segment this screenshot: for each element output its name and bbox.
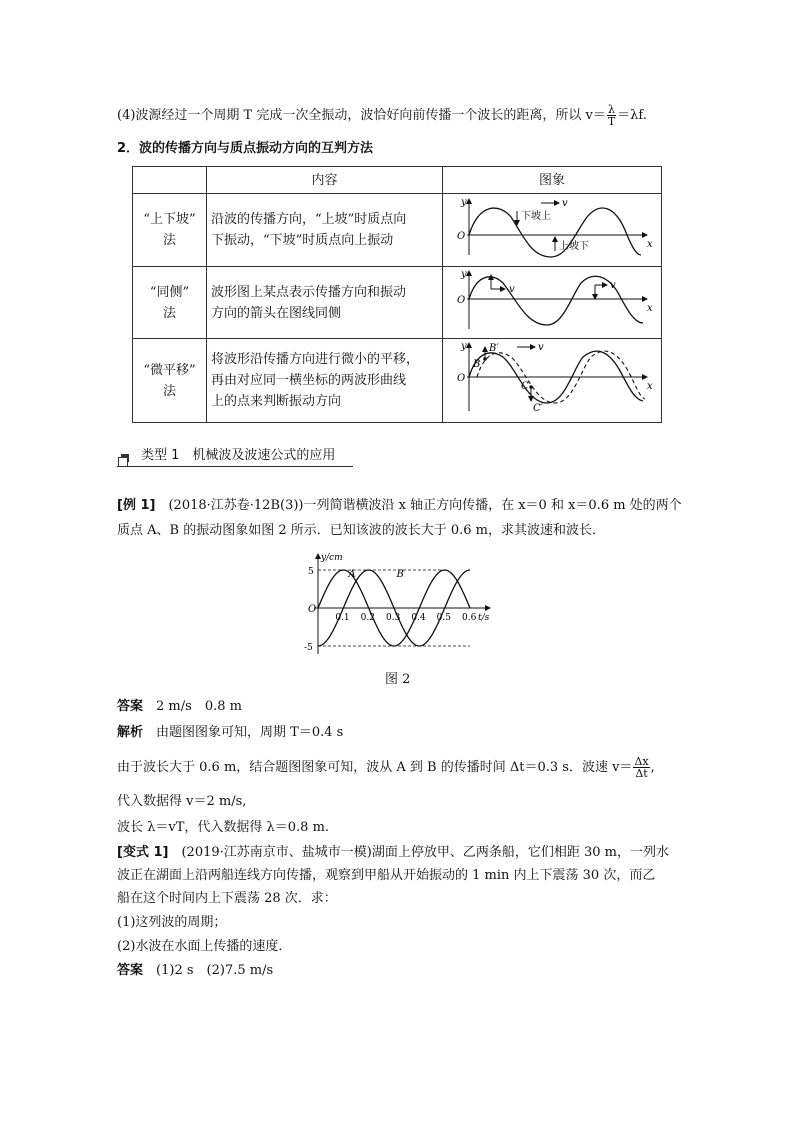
method-figure [443, 194, 662, 267]
svg-text:y: y [461, 341, 467, 352]
method-table [132, 166, 662, 423]
method-figure [443, 339, 662, 423]
x-tick-label: 0.5 [436, 613, 451, 623]
x-tick-label: 0.6 [462, 613, 477, 623]
x-tick-label: 0.4 [411, 613, 426, 623]
svg-text:x: x [647, 381, 653, 392]
table-row [133, 339, 662, 423]
method-name: “微平移” 法 [133, 339, 207, 423]
svg-text:上坡下: 上坡下 [559, 240, 589, 252]
variant-1-answer: 答案 (1)2 s (2)7.5 m/s [117, 963, 274, 978]
analysis-line-4: 波长 λ＝vT，代入数据得 λ＝0.8 m. [117, 820, 330, 835]
analysis-line-3: 代入数据得 v＝2 m/s, [117, 794, 247, 809]
table-header-row [133, 167, 662, 194]
same-side-diagram [447, 267, 655, 331]
series-a-label: A [348, 569, 356, 580]
table-header-figure: 图象 [443, 167, 662, 194]
table-row [133, 267, 662, 339]
section-2-title: 2．波的传播方向与质点振动方向的互判方法 [117, 141, 374, 156]
vibration-chart [300, 550, 500, 660]
speed-fraction: $\frac{\Delta x}{\Delta t}$ [634, 755, 649, 780]
v-fraction: $\frac{\lambda}{T}$ [607, 103, 616, 128]
variant-1-question-1: (1)这列波的周期； [117, 915, 227, 930]
y-tick-label: -5 [304, 643, 313, 653]
origin-label: O [308, 604, 317, 615]
y-axis-label: y/cm [321, 553, 343, 563]
svg-text:B′: B′ [489, 343, 499, 354]
svg-text:O: O [457, 295, 466, 306]
uphill-downhill-diagram [447, 195, 655, 259]
svg-text:v: v [509, 284, 515, 295]
method-content: 波形图上某点表示传播方向和振动 方向的箭头在图线同侧 [207, 267, 443, 339]
method-name: “同侧” 法 [133, 267, 207, 339]
answer-1: 答案 2 m/s 0.8 m [117, 699, 242, 714]
svg-text:O: O [457, 373, 466, 384]
svg-text:y: y [461, 269, 467, 280]
method-content: 将波形沿传播方向进行微小的平移， 再由对应同一横坐标的两波形曲线 上的点来判断振动方向 [207, 339, 443, 423]
svg-text:y: y [461, 196, 467, 208]
svg-text:B: B [473, 359, 481, 370]
wave-curve [469, 276, 643, 325]
example-1-line-2: 质点 A、B 的振动图象如图 2 所示．已知该波的波长大于 0.6 m，求其波速和波长． [117, 523, 606, 538]
svg-text:v: v [538, 342, 544, 353]
method-name: “上下坡” 法 [133, 194, 207, 267]
svg-text:C′: C′ [533, 403, 543, 414]
svg-text:O: O [457, 230, 466, 242]
method-content: 沿波的传播方向，“上坡”时质点向 下振动，“下坡”时质点向上振动 [207, 194, 443, 267]
translation-diagram [447, 339, 655, 415]
table-row [133, 194, 662, 267]
example-1-line-1: [例 1] (2018·江苏卷·12B(3))一列简谐横波沿 x 轴正方向传播，在 x＝0 和 x＝0.6 m 处的两个 [117, 498, 682, 513]
method-figure [443, 267, 662, 339]
heading-underline [117, 466, 353, 467]
svg-text:x: x [647, 238, 653, 250]
analysis-line-2: 由于波长大于 0.6 m，结合题图图象可知，波从 A 到 B 的传播时间 Δt＝0.3 s．波速 v＝ $\frac{\Delta x}{\Delta t}$ , [117, 755, 655, 780]
table-header-method [133, 167, 207, 194]
analysis-line-1: 解析 由题图图象可知，周期 T＝0.4 s [117, 725, 344, 740]
figure-caption: 图 2 [385, 672, 411, 687]
type-heading: 类型 1 机械波及波速公式的应用 [117, 442, 353, 467]
variant-1-question-2: (2)水波在水面上传播的速度． [117, 939, 292, 954]
series-b-label: B [396, 569, 404, 580]
x-tick-label: 0.3 [386, 613, 401, 623]
x-tick-label: 0.2 [360, 613, 375, 623]
intro-line: (4)波源经过一个周期 T 完成一次全振动，波恰好向前传播一个波长的距离，所以 v＝ $\frac{\lambda}{T}$ ＝λf. [117, 103, 647, 128]
svg-text:v: v [562, 197, 568, 209]
x-tick-label: 0.1 [335, 613, 350, 623]
svg-text:v: v [610, 280, 616, 291]
variant-1-line-3: 船在这个时间内上下震荡 28 次．求： [117, 891, 337, 906]
svg-text:下坡上: 下坡上 [521, 210, 551, 222]
x-axis-label: t/s [478, 613, 490, 623]
variant-1-line-2: 波正在湖面上沿两船连线方向传播，观察到甲船从开始振动的 1 min 内上下震荡 30 次，而乙 [117, 868, 656, 883]
y-tick-label: 5 [308, 567, 314, 577]
svg-text:x: x [647, 303, 653, 314]
svg-text:C: C [521, 381, 529, 392]
table-header-content: 内容 [207, 167, 443, 194]
variant-1-line-1: [变式 1] (2019·江苏南京市、盐城市一模)湖面上停放甲、乙两条船，它们相距 30 m，一列水 [117, 845, 669, 860]
